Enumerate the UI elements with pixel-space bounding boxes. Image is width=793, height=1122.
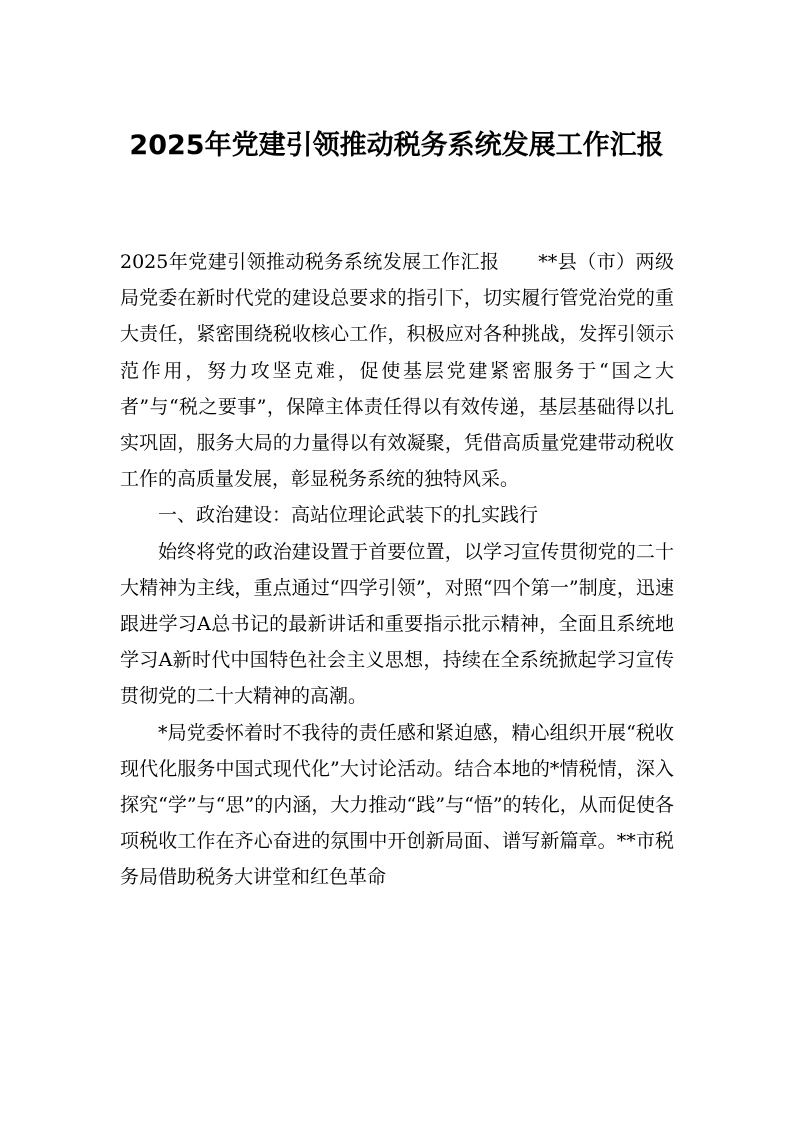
document-title: 2025年党建引领推动税务系统发展工作汇报 [129,130,664,161]
paragraph-intro: 2025年党建引领推动税务系统发展工作汇报 **县（市）两级局党委在新时代党的建设总要求的指引下，切实履行管党治党的重大责任，紧密围绕税收核心工作，积极应对各种挑战，发挥引领示范作用，努力攻坚克难，促使基层党建紧密服务于“国之大者”与“税之要事”，保障主体责任得以有效传递，基层基础得以扎实巩固，服务大局的力量得以有效凝聚，凭借高质量党建带动税收工作的高质量发展，彰显税务系统的独特风采。 [120,251,674,491]
paragraph-party-committee: *局党委怀着时不我待的责任感和紧迫感，精心组织开展“税收现代化服务中国式现代化”大讨论活动。结合本地的*情税情，深入探究“学”与“思”的内涵，大力推动“践”与“悟”的转化，从而促使各项税收工作在齐心奋进的氛围中开创新局面、谱写新篇章。**市税务局借助税务大讲堂和红色革命 [120,721,674,889]
paragraph-political-building: 始终将党的政治建设置于首要位置，以学习宣传贯彻党的二十大精神为主线，重点通过“四学引领”，对照“四个第一”制度，迅速跟进学习A总书记的最新讲话和重要指示批示精神，全面且系统地学习A新时代中国特色社会主义思想，持续在全系统掀起学习宣传贯彻党的二十大精神的高潮。 [120,540,674,708]
document-body [120,244,674,896]
section-heading-political-building: 一、政治建设：高站位理论武装下的扎实践行 [158,504,539,527]
